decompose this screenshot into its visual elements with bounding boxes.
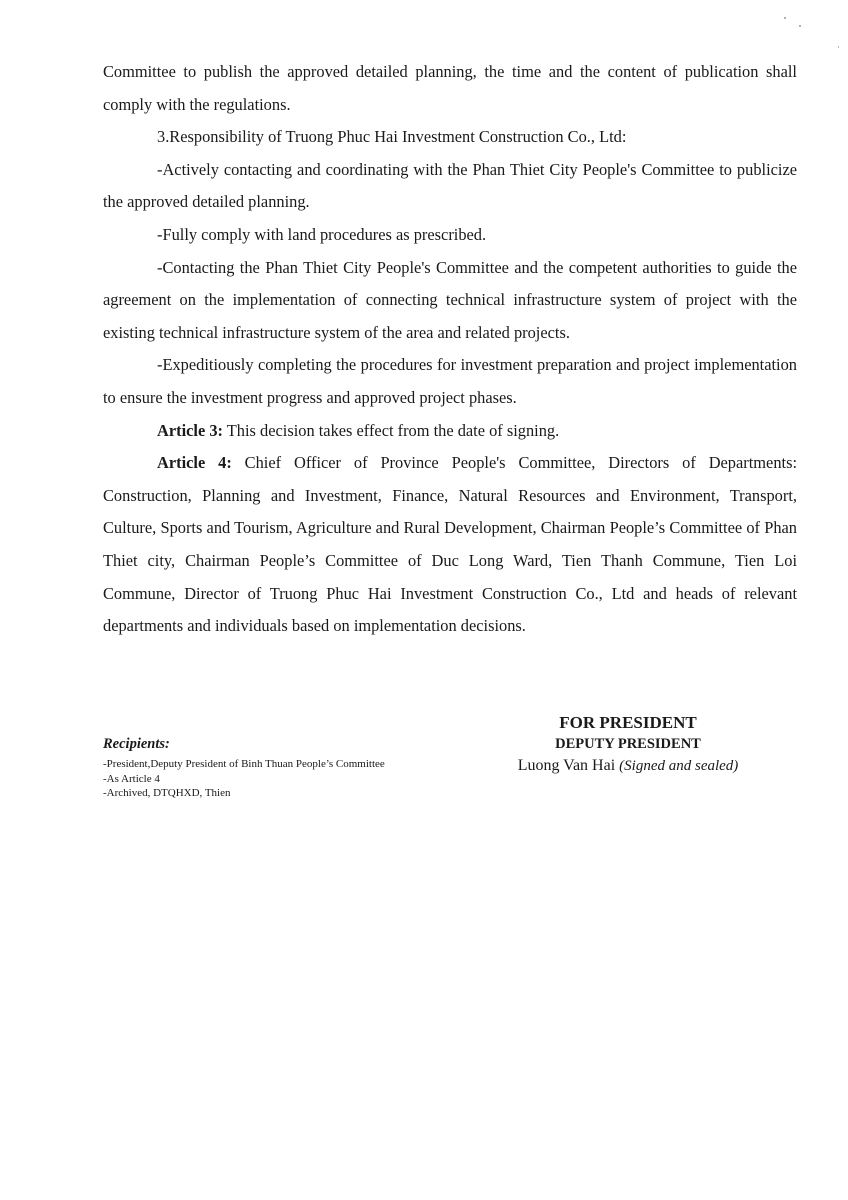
article-3-text: This decision takes effect from the date of signing. — [222, 420, 560, 440]
scan-speck — [799, 25, 801, 27]
article-3 — [103, 415, 797, 448]
paragraph: -Actively contacting and coordinating with the Phan Thiet City People's Committee to publicize the approved detailed planning. — [103, 159, 797, 212]
article-4-text: Chief Officer of Province People's Committee, Directors of Departments: Construction, Planning and Investment, Finance, Natural Resources and Environment, Transport, Culture, Sports and Tourism, Agriculture and Rural Development, Chairman People’s Committee of Phan Thiet city, Chairman People’s Committee of Duc Long Ward, Tien Thanh Commune, Tien Loi Commune, Director of Truong Phuc Hai Investment Construction Co., Ltd and heads of relevant departments and individuals based on implementation decisions. — [103, 453, 797, 636]
article-4-label: Article 4: — [157, 453, 232, 473]
paragraph: Committee to publish the approved detailed planning, the time and the content of publication shall comply with the regulations. — [103, 62, 797, 114]
recipient-item: -As Article 4 — [103, 772, 160, 785]
article-3-label: Article 3: — [157, 420, 223, 440]
recipients-block — [103, 736, 463, 801]
article-4 — [103, 447, 797, 643]
recipient-item: -Archived, DTQHXD, Thien — [103, 787, 231, 799]
signature-note: (Signed and sealed) — [619, 758, 739, 774]
scan-speck — [838, 46, 839, 48]
paragraph: 3.Responsibility of Truong Phuc Hai Investment Construction Co., Ltd: — [157, 127, 627, 147]
recipients-list — [103, 757, 463, 801]
recipient-item: -President,Deputy President of Binh Thuan People’s Committee — [103, 758, 385, 770]
signer-line — [478, 755, 778, 777]
signature-subtitle: DEPUTY PRESIDENT — [555, 736, 701, 752]
signature-block — [478, 712, 778, 777]
paragraph: -Fully comply with land procedures as prescribed. — [157, 224, 487, 244]
paragraph: -Contacting the Phan Thiet City People's Committee and the competent authorities to guide the agreement on the implementation of connecting technical infrastructure system of project with the existing technical infrastructure system of the area and related projects. — [103, 257, 797, 342]
scan-speck — [784, 17, 786, 19]
signer-name: Luong Van Hai — [517, 757, 616, 774]
paragraph: -Expeditiously completing the procedures for investment preparation and project implementation to ensure the investment progress and approved project phases. — [103, 355, 797, 407]
signature-title: FOR PRESIDENT — [559, 713, 697, 732]
recipients-title: Recipients: — [103, 736, 170, 752]
document-body — [103, 56, 797, 643]
